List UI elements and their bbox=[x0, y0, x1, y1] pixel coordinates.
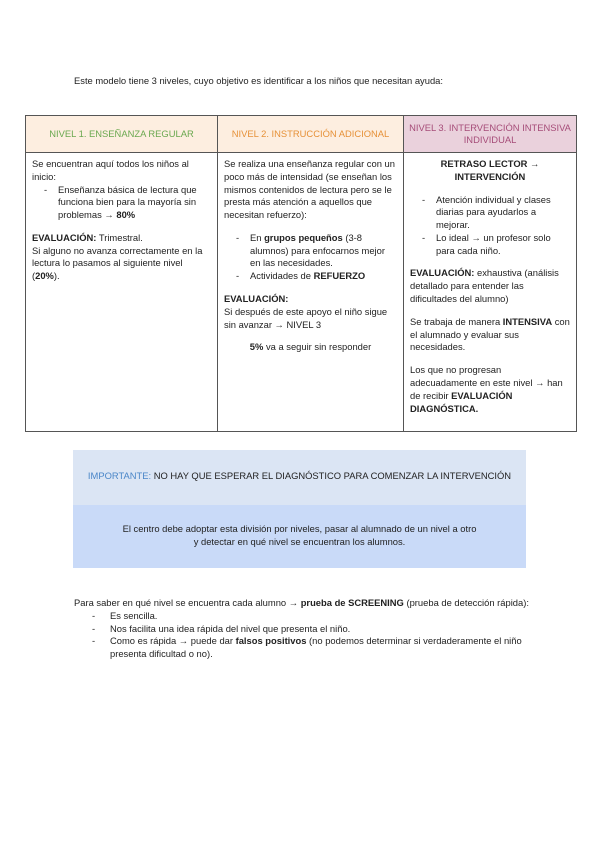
screening-list-item: - Nos facilita una idea rápida del nivel que presenta el niño. bbox=[110, 623, 534, 636]
level-2-header: NIVEL 2. INSTRUCCIÓN ADICIONAL bbox=[218, 116, 404, 153]
intro-text: Este modelo tiene 3 niveles, cuyo objetivo es identificar a los niños que necesitan ayuda: bbox=[74, 75, 443, 86]
level-2-next-level: Si después de este apoyo el niño sigue sin avanzar → NIVEL 3 bbox=[224, 305, 388, 330]
screening-list-item: - Como es rápida → puede dar falsos positivos (no podemos determinar si verdaderamente el niño presenta dificultad o no). bbox=[110, 635, 534, 661]
center-info-line: El centro debe adoptar esta división por niveles, pasar al alumnado de un nivel a otro bbox=[122, 523, 477, 534]
level-2-intro: Se realiza una enseñanza regular con un poco más de intensidad (se enseñan los mismos contenidos de lectura pero se le presta más atención a aquellos que necesitan refuerzo): bbox=[224, 158, 395, 221]
level-1-next-level: Si alguno no avanza correctamente en la lectura lo pasamos al siguiente nivel (20%). bbox=[32, 244, 203, 282]
important-text: NO HAY QUE ESPERAR EL DIAGNÓSTICO PARA COMENZAR LA INTERVENCIÓN bbox=[151, 470, 512, 481]
level-3-evaluation: EVALUACIÓN: exhaustiva (análisis detallado para entender las dificultades del alumno) bbox=[410, 267, 559, 305]
level-1-intro: Se encuentran aquí todos los niños al inicio: bbox=[32, 158, 189, 182]
levels-table bbox=[25, 115, 577, 432]
level-3-list-item: - Atención individual y clases diarias para ayudarlos a mejorar. bbox=[436, 194, 570, 232]
level-1-evaluation: EVALUACIÓN: Trimestral. bbox=[32, 231, 143, 243]
level-3-diagnostic: Los que no progresan adecuadamente en este nivel → han de recibir EVALUACIÓN DIAGNÓSTICA. bbox=[410, 364, 563, 414]
important-box bbox=[73, 450, 526, 505]
level-2-cell bbox=[218, 153, 404, 432]
level-1-header: NIVEL 1. ENSEÑANZA REGULAR bbox=[26, 116, 218, 153]
level-3-title: RETRASO LECTOR → INTERVENCIÓN bbox=[440, 158, 540, 182]
screening-section bbox=[74, 597, 534, 661]
level-3-intensive: Se trabaja de manera INTENSIVA con el alumnado y evaluar sus necesidades. bbox=[410, 315, 570, 353]
level-3-list-item: - Lo ideal → un profesor solo para cada niño. bbox=[436, 232, 570, 258]
level-1-list-item: - Enseñanza básica de lectura que funciona bien para la mayoría sin problemas → 80% bbox=[58, 184, 211, 222]
level-2-list-item: - Actividades de REFUERZO bbox=[250, 270, 397, 283]
screening-intro: Para saber en qué nivel se encuentra cada alumno → prueba de SCREENING (prueba de detección rápida): bbox=[74, 597, 529, 608]
center-info-line: y detectar en qué nivel se encuentran los alumnos. bbox=[193, 535, 406, 547]
level-1-cell bbox=[26, 153, 218, 432]
level-2-evaluation-label: EVALUACIÓN: bbox=[224, 293, 289, 305]
level-2-list-item: - En grupos pequeños (3-8 alumnos) para enfocarnos mejor en las necesidades. bbox=[250, 232, 397, 270]
screening-list-item: - Es sencilla. bbox=[110, 610, 534, 623]
level-2-percentage: 5% va a seguir sin responder bbox=[249, 341, 372, 353]
important-label: IMPORTANTE: bbox=[87, 470, 152, 481]
center-info-box bbox=[73, 505, 526, 568]
level-3-header: NIVEL 3. INTERVENCIÓN INTENSIVA INDIVIDUAL bbox=[404, 116, 577, 153]
level-3-cell bbox=[404, 153, 577, 432]
